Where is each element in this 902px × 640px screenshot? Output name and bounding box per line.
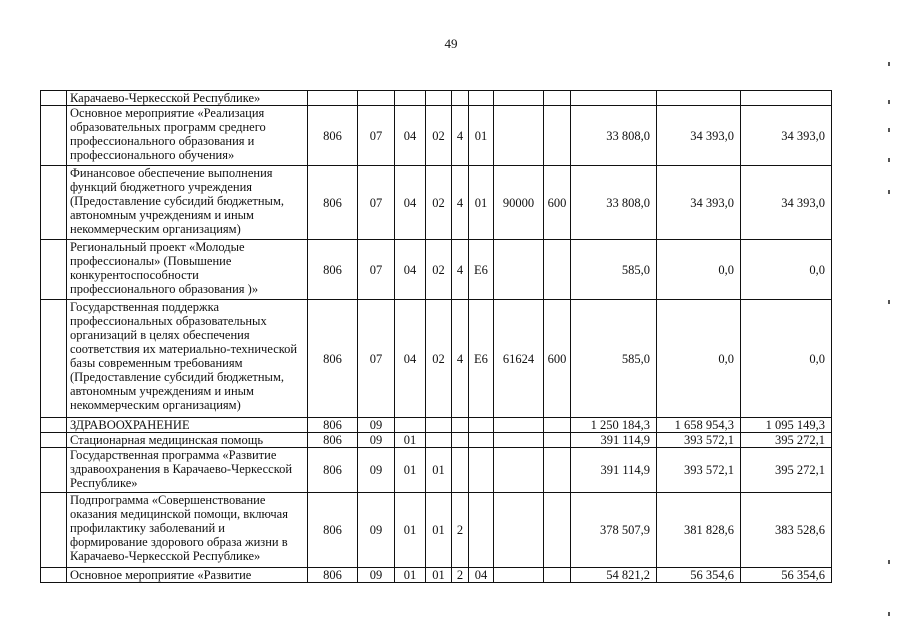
subprogram-code (452, 448, 469, 493)
item-code (494, 448, 544, 493)
section-code: 09 (358, 448, 395, 493)
expense-code (544, 240, 571, 300)
expense-code (544, 418, 571, 433)
year2-amount: 34 393,0 (657, 166, 741, 240)
page-number: 49 (444, 36, 458, 51)
item-code (494, 106, 544, 166)
subsection-code (395, 418, 426, 433)
item-code (494, 91, 544, 106)
event-code: Е6 (469, 240, 494, 300)
subprogram-code (452, 91, 469, 106)
year3-amount: 383 528,6 (741, 493, 832, 568)
subsection-code: 04 (395, 240, 426, 300)
section-code: 09 (358, 568, 395, 583)
subprogram-code (452, 433, 469, 448)
event-code (469, 493, 494, 568)
expense-code (544, 493, 571, 568)
year3-amount: 34 393,0 (741, 166, 832, 240)
program-code: 01 (426, 448, 452, 493)
row-gutter (41, 568, 67, 583)
subsection-code: 01 (395, 433, 426, 448)
item-code (494, 568, 544, 583)
table-row (41, 106, 832, 166)
item-code (494, 418, 544, 433)
program-code: 02 (426, 166, 452, 240)
section-code: 07 (358, 240, 395, 300)
year3-amount: 34 393,0 (741, 106, 832, 166)
admin-code: 806 (308, 418, 358, 433)
row-gutter (41, 418, 67, 433)
subsection-code: 04 (395, 300, 426, 418)
event-code: Е6 (469, 300, 494, 418)
program-code (426, 418, 452, 433)
table-row (41, 568, 832, 583)
section-code (358, 91, 395, 106)
subprogram-code (452, 418, 469, 433)
admin-code: 806 (308, 300, 358, 418)
year3-amount: 0,0 (741, 240, 832, 300)
event-code: 01 (469, 166, 494, 240)
row-name: Финансовое обеспечение выполнения функций бюджетного учреждения (Предоставление субсидий бюджетным, автономным учреждениям и иным некоммерческим организациям) (67, 166, 308, 240)
subsection-code: 04 (395, 166, 426, 240)
program-code: 02 (426, 300, 452, 418)
program-code (426, 91, 452, 106)
section-code: 09 (358, 493, 395, 568)
section-code: 09 (358, 418, 395, 433)
section-code: 09 (358, 433, 395, 448)
admin-code: 806 (308, 448, 358, 493)
expense-code: 600 (544, 166, 571, 240)
year2-amount: 56 354,6 (657, 568, 741, 583)
subprogram-code: 4 (452, 106, 469, 166)
subsection-code: 01 (395, 493, 426, 568)
year2-amount: 393 572,1 (657, 433, 741, 448)
table-row (41, 91, 832, 106)
row-gutter (41, 433, 67, 448)
table-row (41, 418, 832, 433)
item-code (494, 493, 544, 568)
subprogram-code: 4 (452, 240, 469, 300)
row-name: Карачаево-Черкесской Республике» (67, 91, 308, 106)
year2-amount: 0,0 (657, 300, 741, 418)
expense-code (544, 448, 571, 493)
year1-amount: 378 507,9 (571, 493, 657, 568)
year1-amount: 33 808,0 (571, 106, 657, 166)
table-row (41, 493, 832, 568)
year1-amount: 391 114,9 (571, 448, 657, 493)
year3-amount: 395 272,1 (741, 433, 832, 448)
item-code: 61624 (494, 300, 544, 418)
event-code (469, 418, 494, 433)
section-code: 07 (358, 106, 395, 166)
year2-amount (657, 91, 741, 106)
row-gutter (41, 91, 67, 106)
year1-amount: 585,0 (571, 300, 657, 418)
year2-amount: 34 393,0 (657, 106, 741, 166)
admin-code: 806 (308, 493, 358, 568)
year3-amount: 1 095 149,3 (741, 418, 832, 433)
subprogram-code: 4 (452, 300, 469, 418)
subprogram-code: 2 (452, 568, 469, 583)
row-gutter (41, 448, 67, 493)
row-name: Основное мероприятие «Развитие (67, 568, 308, 583)
event-code (469, 91, 494, 106)
event-code: 04 (469, 568, 494, 583)
item-code (494, 433, 544, 448)
expense-code: 600 (544, 300, 571, 418)
year3-amount: 0,0 (741, 300, 832, 418)
row-gutter (41, 493, 67, 568)
row-name: ЗДРАВООХРАНЕНИЕ (67, 418, 308, 433)
year1-amount (571, 91, 657, 106)
table-row (41, 433, 832, 448)
section-code: 07 (358, 300, 395, 418)
year3-amount: 56 354,6 (741, 568, 832, 583)
item-code: 90000 (494, 166, 544, 240)
section-code: 07 (358, 166, 395, 240)
subsection-code (395, 91, 426, 106)
program-code: 01 (426, 568, 452, 583)
admin-code: 806 (308, 568, 358, 583)
subprogram-code: 4 (452, 166, 469, 240)
row-gutter (41, 240, 67, 300)
item-code (494, 240, 544, 300)
year1-amount: 391 114,9 (571, 433, 657, 448)
program-code: 02 (426, 240, 452, 300)
table-row (41, 448, 832, 493)
program-code (426, 433, 452, 448)
row-name: Стационарная медицинская помощь (67, 433, 308, 448)
row-name: Государственная поддержка профессиональных образовательных организаций в целях обеспечения соответствия их материально-технической базы современным требованиям (Предоставление субсидий бюджетным, автономным учреждениям и иным некоммерческим организациям) (67, 300, 308, 418)
expense-code (544, 106, 571, 166)
expense-code (544, 433, 571, 448)
subsection-code: 01 (395, 568, 426, 583)
admin-code (308, 91, 358, 106)
year1-amount: 33 808,0 (571, 166, 657, 240)
event-code (469, 448, 494, 493)
year2-amount: 393 572,1 (657, 448, 741, 493)
year1-amount: 54 821,2 (571, 568, 657, 583)
expense-code (544, 91, 571, 106)
scan-edge-marks (888, 0, 894, 640)
row-gutter (41, 300, 67, 418)
row-name: Основное мероприятие «Реализация образовательных программ среднего профессионального образования и профессионального обучения» (67, 106, 308, 166)
year2-amount: 1 658 954,3 (657, 418, 741, 433)
year3-amount (741, 91, 832, 106)
year1-amount: 585,0 (571, 240, 657, 300)
year2-amount: 0,0 (657, 240, 741, 300)
admin-code: 806 (308, 433, 358, 448)
subsection-code: 01 (395, 448, 426, 493)
program-code: 01 (426, 493, 452, 568)
row-name: Государственная программа «Развитие здравоохранения в Карачаево-Черкесской Республике» (67, 448, 308, 493)
expense-code (544, 568, 571, 583)
table-row (41, 166, 832, 240)
subsection-code: 04 (395, 106, 426, 166)
admin-code: 806 (308, 240, 358, 300)
admin-code: 806 (308, 106, 358, 166)
row-name: Подпрограмма «Совершенствование оказания медицинской помощи, включая профилактику заболеваний и формирование здорового образа жизни в Карачаево-Черкесской Республике» (67, 493, 308, 568)
row-gutter (41, 166, 67, 240)
program-code: 02 (426, 106, 452, 166)
year2-amount: 381 828,6 (657, 493, 741, 568)
table-row (41, 240, 832, 300)
year1-amount: 1 250 184,3 (571, 418, 657, 433)
event-code (469, 433, 494, 448)
event-code: 01 (469, 106, 494, 166)
budget-table (40, 90, 832, 583)
table-row (41, 300, 832, 418)
admin-code: 806 (308, 166, 358, 240)
row-name: Региональный проект «Молодые профессионалы» (Повышение конкурентоспособности профессионального образования )» (67, 240, 308, 300)
row-gutter (41, 106, 67, 166)
subprogram-code: 2 (452, 493, 469, 568)
year3-amount: 395 272,1 (741, 448, 832, 493)
